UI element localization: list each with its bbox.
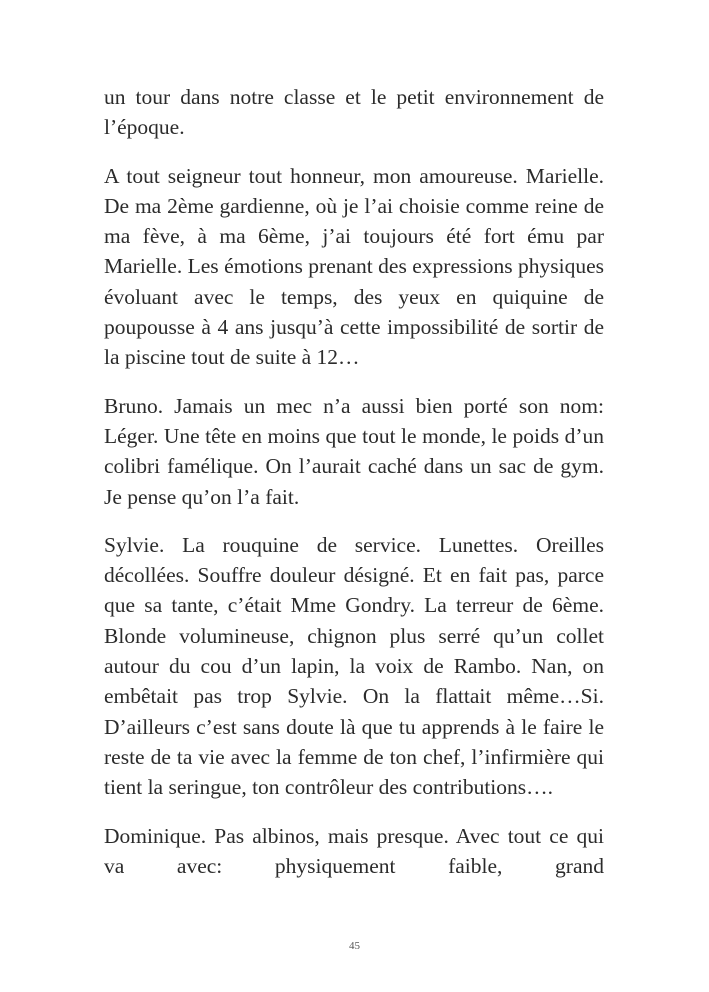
paragraph-sylvie: Sylvie. La rouquine de service. Lunettes. Oreilles décollées. Souffre douleur désigné. Et en fait pas, parce que sa tante, c’était Mme Gondry. La terreur de 6ème. Blonde volumineuse, chignon plus serré qu’un collet autour du cou d’un lapin, la voix de Rambo. Nan, on embêtait pas trop Sylvie. On la flattait même…Si. D’ailleurs c’est sans doute là que tu apprends à le faire le reste de ta vie avec la femme de ton chef, l’infirmière qui tient la seringue, ton contrôleur des contributions…. (104, 532, 604, 800)
paragraph-marielle: A tout seigneur tout honneur, mon amoureuse. Marielle. De ma 2ème gardienne, où je l’ai choisie comme reine de ma fève, à ma 6ème, j’ai toujours été fort ému par Marielle. Les émotions prenant des expressions physiques évoluant avec le temps, des yeux en quiquine de poupousse à 4 ans jusqu’à cette impossibilité de sortir de la piscine tout de suite à 12… (104, 163, 604, 370)
page-number: 45 (349, 940, 360, 952)
paragraph-dominique: Dominique. Pas albinos, mais presque. Avec tout ce qui va avec: physiquement faible, grand (104, 823, 604, 878)
body-text (104, 82, 604, 899)
paragraph-bruno: Bruno. Jamais un mec n’a aussi bien porté son nom: Léger. Une tête en moins que tout le monde, le poids d’un colibri famélique. On l’aurait caché dans un sac de gym. Je pense qu’on l’a fait. (104, 393, 604, 509)
paragraph-intro-continuation: un tour dans notre classe et le petit environnement de l’époque. (104, 85, 604, 140)
